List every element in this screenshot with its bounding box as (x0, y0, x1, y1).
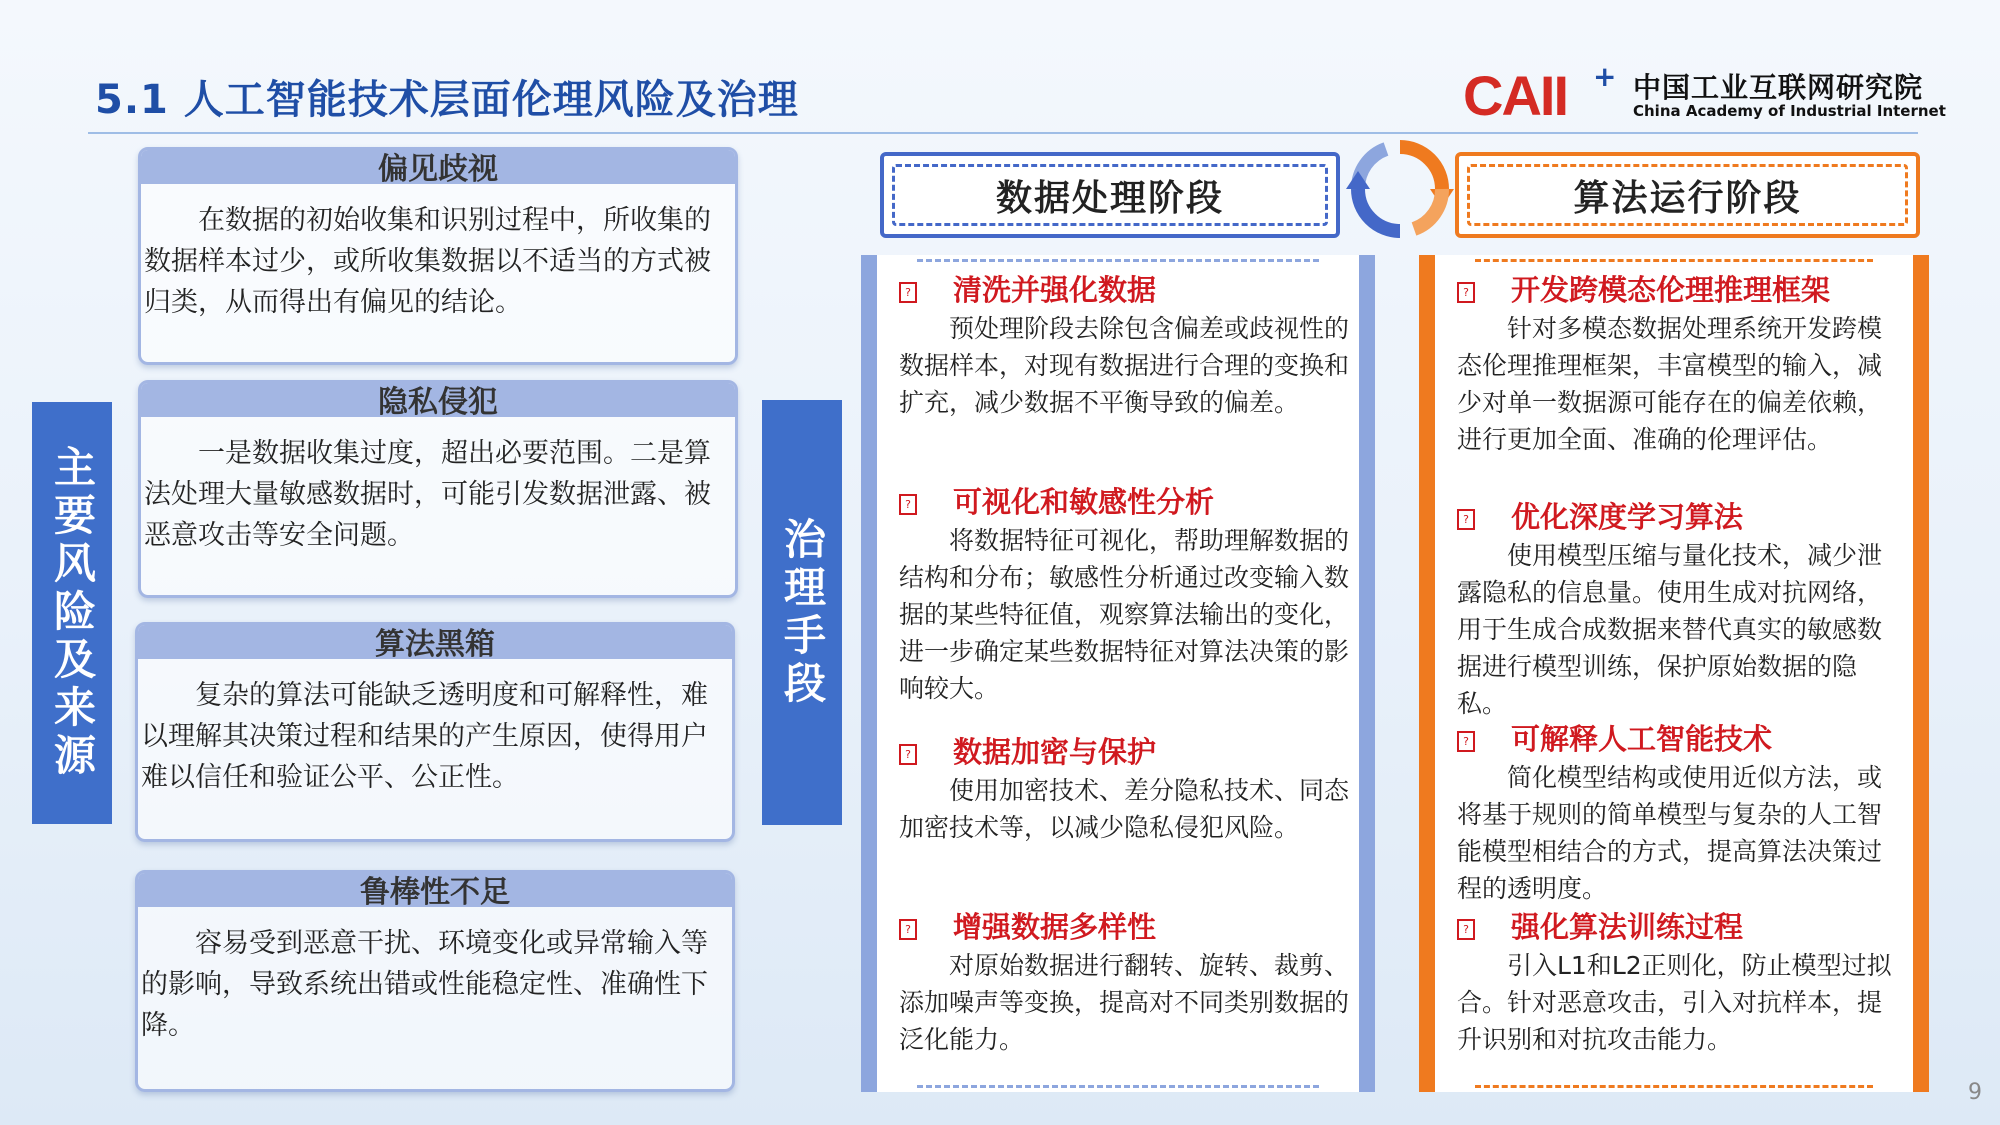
measure-text-diversity: 对原始数据进行翻转、旋转、裁剪、添加噪声等变换，提高对不同类别数据的泛化能力。 (899, 951, 1350, 1054)
risk-card-privacy (138, 380, 738, 598)
measure-text-cross-modal: 针对多模态数据处理系统开发跨模态伦理推理框架，丰富模型的输入，减少对单一数据源可能存在的偏差依赖，进行更加全面、准确的伦理评估。 (1457, 314, 1883, 454)
risk-card-text: 容易受到恶意干扰、环境变化或异常输入等的影响，导致系统出错或性能稳定性、准确性下降。 (141, 928, 708, 1041)
measure-text-encryption: 使用加密技术、差分隐私技术、同态加密技术等，以减少隐私侵犯风险。 (899, 776, 1350, 842)
risk-card-bias (138, 147, 738, 365)
measure-title-training: ? 强化算法训练过程 (1457, 905, 1743, 946)
measure-title-encryption: ? 数据加密与保护 (899, 730, 1156, 771)
data-stage-panel (861, 255, 1375, 1092)
measure-text-explainable-ai: 简化模型结构或使用近似方法，或将基于规则的简单模型与复杂的人工智能模型相结合的方式，提高算法决策过程的透明度。 (1457, 763, 1883, 903)
risk-sources-label (32, 402, 112, 824)
risk-card-title: 算法黑箱 (138, 625, 732, 659)
bullet-icon: ? (1457, 282, 1475, 303)
measure-text-deep-learning: 使用模型压缩与量化技术，减少泄露隐私的信息量。使用生成对抗网络，用于生成合成数据来替代真实的敏感数据进行模型训练，保护原始数据的隐私。 (1457, 541, 1883, 718)
risk-card-black-box (135, 622, 735, 842)
risk-card-title: 隐私侵犯 (141, 383, 735, 417)
governance-label (762, 400, 842, 825)
logo-plus: + (1593, 60, 1617, 93)
risk-card-text: 复杂的算法可能缺乏透明度和可解释性，难以理解其决策过程和结果的产生原因，使得用户难以信任和验证公平、公正性。 (141, 680, 708, 793)
logo-name-cn: 中国工业互联网研究院 (1633, 71, 1924, 104)
risk-card-title: 偏见歧视 (141, 150, 735, 184)
data-stage-title: 数据处理阶段 (995, 177, 1224, 219)
risk-card-text: 在数据的初始收集和识别过程中，所收集的数据样本过少，或所收集数据以不适当的方式被归类，从而得出有偏见的结论。 (144, 205, 711, 318)
logo-mark: CAII (1463, 64, 1567, 127)
data-stage-title-box (880, 152, 1340, 238)
measure-title-deep-learning: ? 优化深度学习算法 (1457, 495, 1743, 536)
measure-title-diversity: ? 增强数据多样性 (899, 905, 1156, 946)
bullet-icon: ? (899, 494, 917, 515)
measure-text-clean-data: 预处理阶段去除包含偏差或歧视性的数据样本，对现有数据进行合理的变换和扩充，减少数据不平衡导致的偏差。 (899, 314, 1350, 417)
risk-card-robustness (135, 870, 735, 1092)
bullet-icon: ? (899, 919, 917, 940)
logo-name-en: China Academy of Industrial Internet (1633, 102, 1946, 120)
governance-label-text: 治理手段 (778, 516, 827, 709)
bullet-icon: ? (899, 744, 917, 765)
bullet-icon: ? (1457, 731, 1475, 752)
header-divider (88, 132, 1918, 134)
measure-title-clean-data: ? 清洗并强化数据 (899, 268, 1156, 309)
algo-stage-title: 算法运行阶段 (1573, 177, 1802, 219)
caii-logo (1463, 60, 1946, 127)
measure-text-training: 引入L1和L2正则化，防止模型过拟合。针对恶意攻击，引入对抗样本，提升识别和对抗攻击能力。 (1457, 951, 1892, 1054)
measure-title-cross-modal: ? 开发跨模态伦理推理框架 (1457, 268, 1830, 309)
risk-card-text: 一是数据收集过度，超出必要范围。二是算法处理大量敏感数据时，可能引发数据泄露、被恶意攻击等安全问题。 (144, 438, 711, 551)
page-number: 9 (1968, 1080, 1982, 1105)
algo-stage-panel (1419, 255, 1929, 1092)
page-title: 5.1 人工智能技术层面伦理风险及治理 (95, 77, 799, 123)
bullet-icon: ? (1457, 919, 1475, 940)
cycle-arrows-icon (1346, 135, 1454, 243)
measure-title-visualization: ? 可视化和敏感性分析 (899, 480, 1214, 521)
bullet-icon: ? (899, 282, 917, 303)
risk-sources-label-text: 主要风险及来源 (48, 445, 97, 781)
risk-card-title: 鲁棒性不足 (138, 873, 732, 907)
measure-title-explainable-ai: ? 可解释人工智能技术 (1457, 717, 1772, 758)
bullet-icon: ? (1457, 509, 1475, 530)
algo-stage-title-box (1455, 152, 1920, 238)
measure-text-visualization: 将数据特征可视化，帮助理解数据的结构和分布；敏感性分析通过改变输入数据的某些特征值，观察算法输出的变化，进一步确定某些数据特征对算法决策的影响较大。 (899, 526, 1350, 703)
